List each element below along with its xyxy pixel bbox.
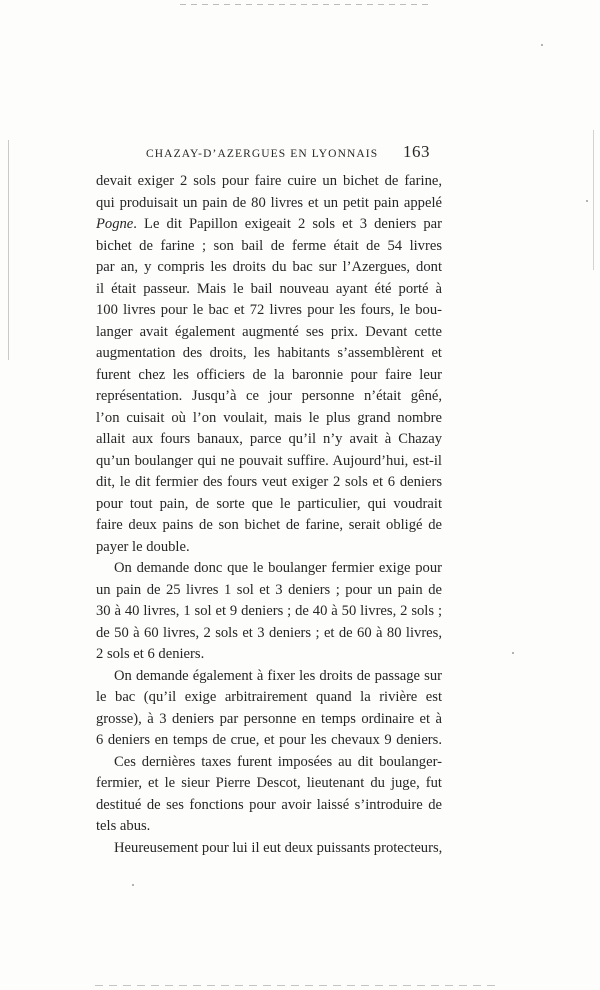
text-line: fermier, et le sieur Pierre Descot, lieutenant du juge, fut [96, 775, 442, 791]
text-line [96, 214, 442, 236]
text-line: 6 deniers en temps de crue, et pour les chevaux 9 deniers. [96, 732, 442, 748]
text-line: tels abus. [96, 818, 151, 834]
body-text [96, 171, 442, 859]
text-line: 2 sols et 6 deniers. [96, 646, 205, 662]
italic-word-pogne: Pogne [96, 216, 134, 232]
scan-speck [586, 200, 588, 202]
text-line: destitué de ses fonctions pour avoir laissé s’introduire de [96, 796, 442, 813]
text-line: Ces dernières taxes furent imposées au dit boulanger- [114, 753, 442, 770]
text-line: devait exiger 2 sols pour faire cuire un bichet de farine, [96, 173, 442, 189]
text-line: 30 à 40 livres, 1 sol et 9 deniers ; de 40 à 50 livres, 2 sols ; [96, 603, 442, 619]
text-line-rest: . Le dit Papillon exigeait 2 sols et 3 deniers par [133, 216, 442, 232]
scan-left-edge [8, 140, 9, 360]
text-line: par an, y compris les droits du bac sur l’Azergues, dont [96, 259, 442, 275]
text-line: 100 livres pour le bac et 72 livres pour les fours, le bou- [96, 302, 442, 318]
text-line: langer avait également augmenté ses prix. Devant cette [96, 323, 442, 340]
scan-top-edge [180, 4, 430, 5]
text-line: On demande également à fixer les droits de passage sur [114, 667, 442, 684]
text-line: l’on cuisait où l’on voulait, mais le plus grand nombre [96, 409, 442, 426]
text-line: de 50 à 60 livres, 2 sols et 3 deniers ; et de 60 à 80 livres, [96, 624, 442, 641]
text-line: augmentation des droits, les habitants s’assemblèrent et [96, 345, 442, 361]
text-line: dit, le dit fermier des fours veut exiger 2 sols et 6 deniers [96, 474, 442, 490]
scan-right-edge [593, 130, 594, 270]
scan-speck [512, 652, 514, 654]
text-line: On demande donc que le boulanger fermier exige pour [114, 560, 442, 576]
text-line: bichet de farine ; son bail de ferme était de 54 livres [96, 237, 442, 254]
text-line: furent chez les officiers de la baronnie pour faire leur [96, 366, 442, 383]
text-line: pour tout pain, de sorte que le particulier, qui voudrait [96, 495, 442, 512]
text-line: qui produisait un pain de 80 livres et un petit pain appelé [96, 194, 442, 211]
scan-speck [541, 44, 543, 46]
text-line: représentation. Jusqu’à ce jour personne n’était gêné, [96, 388, 442, 404]
text-line: qu’un boulanger qui ne pouvait suffire. Aujourd’hui, est-il [96, 452, 442, 469]
scan-speck [132, 884, 134, 886]
text-line: faire deux pains de son bichet de farine, serait obligé de [96, 517, 442, 533]
text-line: il était passeur. Mais le bail nouveau ayant été porté à [96, 280, 442, 297]
running-header [96, 142, 442, 166]
text-line: payer le double. [96, 538, 190, 555]
text-line: allait aux fours banaux, parce qu’il n’y avait à Chazay [96, 431, 442, 447]
page-number: 163 [403, 142, 430, 161]
text-line: grosse), à 3 deniers par personne en temps ordinaire et à [96, 710, 442, 727]
text-line: le bac (qu’il exige arbitrairement quand la rivière est [96, 689, 442, 705]
text-line: Heureusement pour lui il eut deux puissants protecteurs, [114, 839, 443, 856]
scan-bottom-edge [95, 985, 495, 986]
running-title: CHAZAY-D’AZERGUES EN LYONNAIS [146, 148, 379, 160]
text-line: un pain de 25 livres 1 sol et 3 deniers ; pour un pain de [96, 581, 442, 598]
